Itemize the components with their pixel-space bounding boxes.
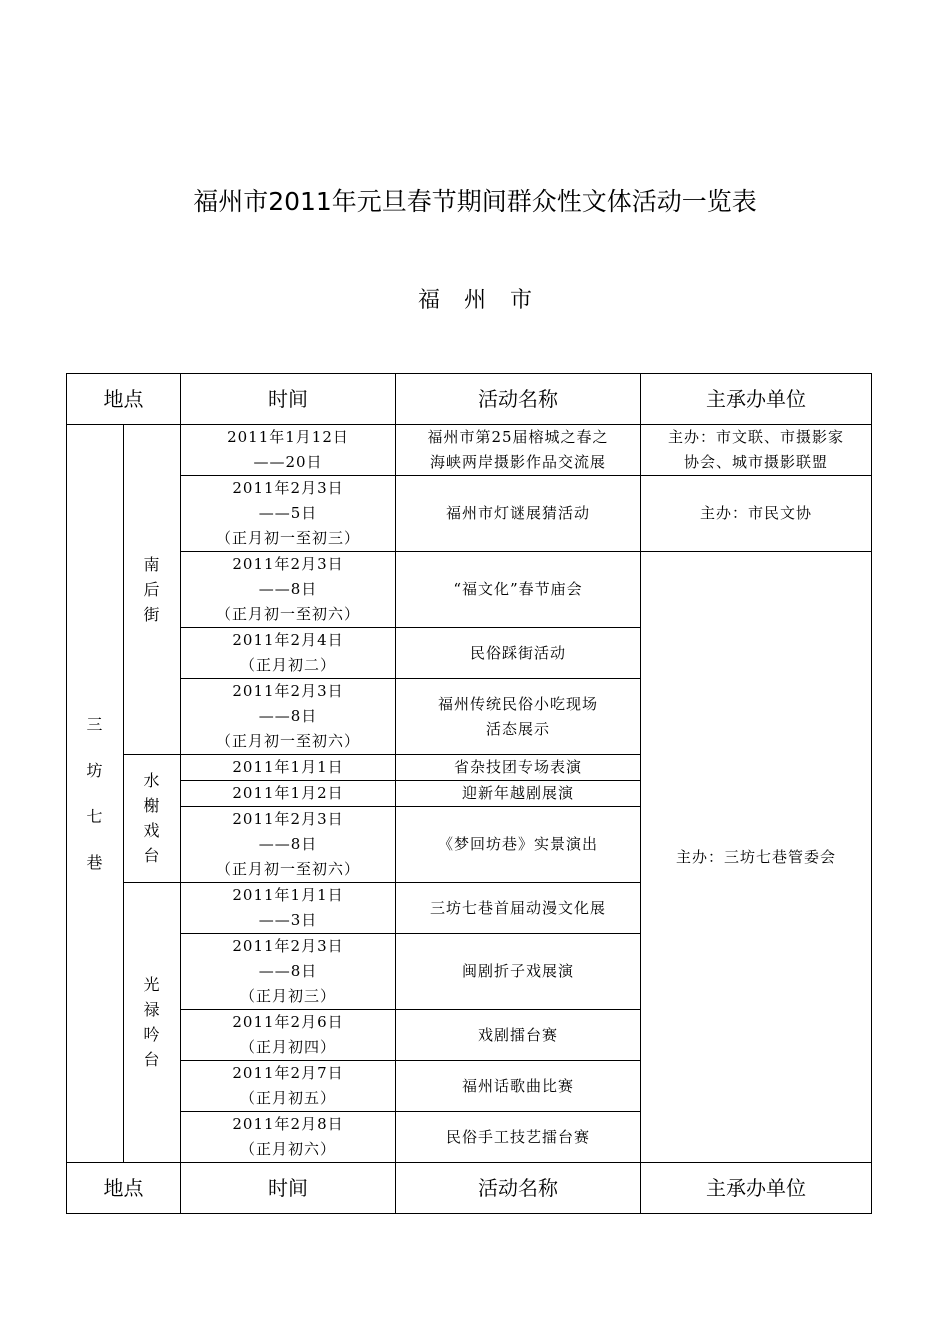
activity-cell: 民俗踩街活动 <box>396 628 641 679</box>
time-cell: 2011年1月2日 <box>181 781 396 807</box>
venue-name: 光禄吟台 <box>143 975 161 1069</box>
footer-organizer: 主承办单位 <box>641 1163 872 1214</box>
organizer-cell: 主办：市民文协 <box>641 476 872 552</box>
activity-cell: 三坊七巷首届动漫文化展 <box>396 883 641 934</box>
time-cell: 2011年2月3日 ——8日 （正月初一至初六） <box>181 552 396 628</box>
time-cell: 2011年2月3日 ——8日 （正月初一至初六） <box>181 807 396 883</box>
activity-cell: “福文化”春节庙会 <box>396 552 641 628</box>
table-row <box>67 476 872 552</box>
header-time: 时间 <box>181 374 396 425</box>
venue-name: 水榭戏台 <box>143 771 161 865</box>
footer-time: 时间 <box>181 1163 396 1214</box>
document-subtitle: 福州市 <box>417 288 556 313</box>
activity-cell: 戏剧擂台赛 <box>396 1010 641 1061</box>
document-title: 福州市2011年元旦春节期间群众性文体活动一览表 <box>193 187 757 216</box>
header-row <box>67 374 872 425</box>
time-cell: 2011年2月3日 ——8日 （正月初三） <box>181 934 396 1010</box>
time-cell: 2011年2月3日 ——8日 （正月初一至初六） <box>181 679 396 755</box>
activity-cell: 福州市灯谜展猜活动 <box>396 476 641 552</box>
time-cell: 2011年1月12日 ——20日 <box>181 425 396 476</box>
table-row <box>67 552 872 628</box>
activity-cell: 迎新年越剧展演 <box>396 781 641 807</box>
time-cell: 2011年2月7日 （正月初五） <box>181 1061 396 1112</box>
footer-activity: 活动名称 <box>396 1163 641 1214</box>
activity-cell: 福州市第25届榕城之春之 海峡两岸摄影作品交流展 <box>396 425 641 476</box>
activity-cell: 省杂技团专场表演 <box>396 755 641 781</box>
activity-table <box>66 373 872 1214</box>
footer-header-row <box>67 1163 872 1214</box>
activity-cell: 《梦回坊巷》实景演出 <box>396 807 641 883</box>
time-cell: 2011年2月4日 （正月初二） <box>181 628 396 679</box>
venue-name: 南后街 <box>143 554 161 624</box>
header-activity: 活动名称 <box>396 374 641 425</box>
table-row <box>67 425 872 476</box>
venue-cell-nanhou <box>124 425 181 755</box>
organizer-cell: 主办：市文联、市摄影家 协会、城市摄影联盟 <box>641 425 872 476</box>
shared-organizer-cell: 主办：三坊七巷管委会 <box>641 552 872 1163</box>
header-location: 地点 <box>67 374 181 425</box>
activity-cell: 闽剧折子戏展演 <box>396 934 641 1010</box>
venue-cell-shuixie <box>124 755 181 883</box>
district-name: 三坊七巷 <box>86 714 104 872</box>
footer-location: 地点 <box>67 1163 181 1214</box>
activity-cell: 福州话歌曲比赛 <box>396 1061 641 1112</box>
time-cell: 2011年1月1日 ——3日 <box>181 883 396 934</box>
time-cell: 2011年2月8日 （正月初六） <box>181 1112 396 1163</box>
time-cell: 2011年2月3日 ——5日 （正月初一至初三） <box>181 476 396 552</box>
activity-cell: 民俗手工技艺擂台赛 <box>396 1112 641 1163</box>
activity-cell: 福州传统民俗小吃现场 活态展示 <box>396 679 641 755</box>
time-cell: 2011年2月6日 （正月初四） <box>181 1010 396 1061</box>
time-cell: 2011年1月1日 <box>181 755 396 781</box>
venue-cell-guanglu <box>124 883 181 1163</box>
header-organizer: 主承办单位 <box>641 374 872 425</box>
district-cell <box>67 425 124 1163</box>
